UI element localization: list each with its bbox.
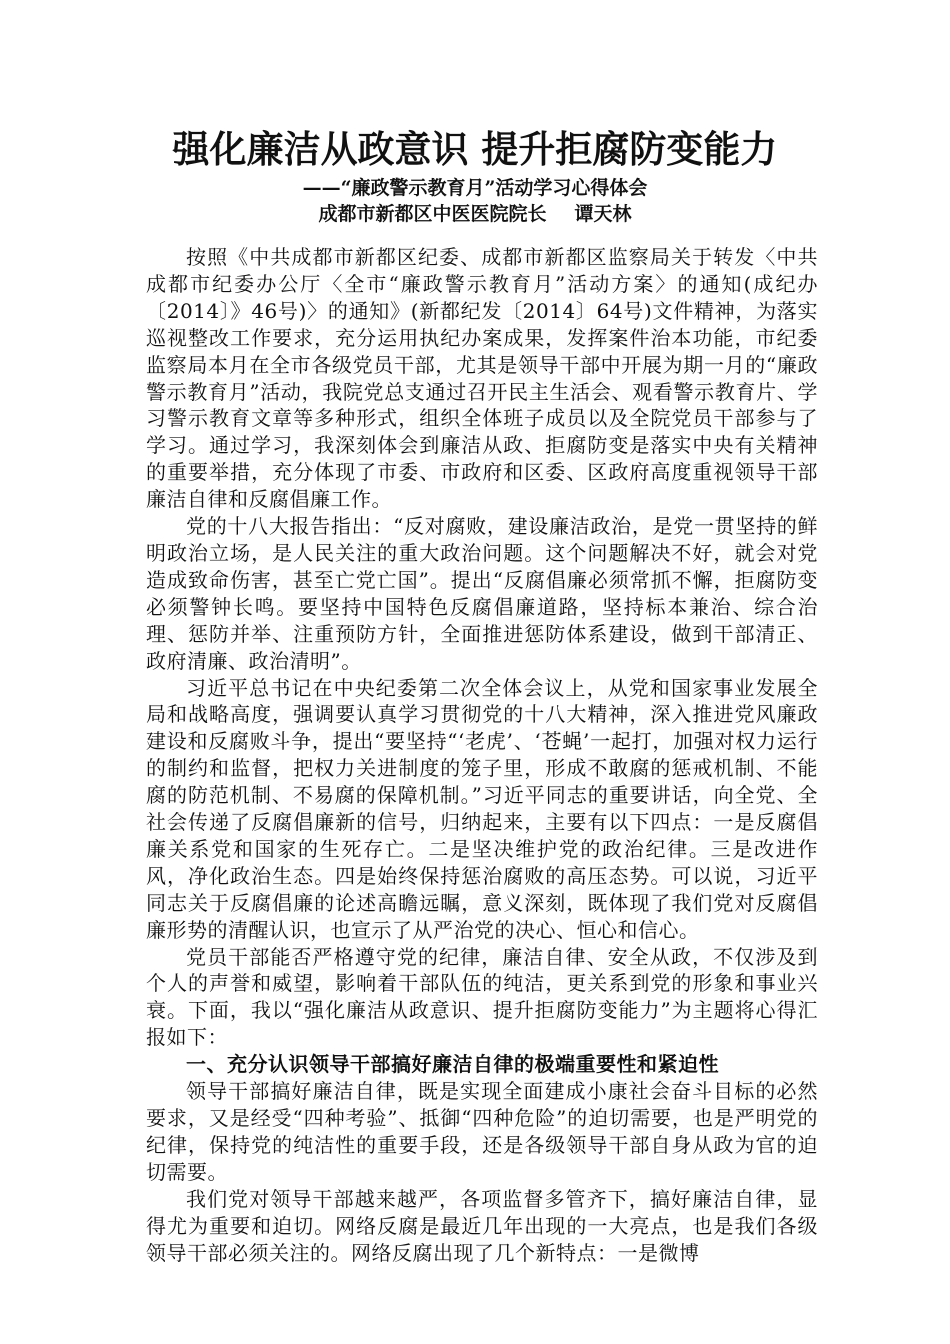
document-subtitle: ——“廉政警示教育月”活动学习心得体会 bbox=[302, 177, 648, 199]
paragraph-party-report: 党的十八大报告指出：“反对腐败，建设廉洁政治，是党一贯坚持的鲜明政治立场，是人民关注的重大政治问题。这个问题解决不好，就会对党造成致命伤害，甚至亡党亡国”。提出“反腐倡廉必须常抓不懈，拒腐防变必须警钟长鸣。要坚持中国特色反腐倡廉道路，坚持标本兼治、综合治理、惩防并举、注重预防方针，全面推进惩防体系建设，做到干部清正、政府清廉、政治清明”。 bbox=[146, 514, 818, 673]
document-title: 强化廉洁从政意识 提升拒腐防变能力 bbox=[172, 127, 778, 171]
paragraph-xi-speech: 习近平总书记在中央纪委第二次全体会议上，从党和国家事业发展全局和战略高度，强调要认真学习贯彻党的十八大精神，深入推进党风廉政建设和反腐败斗争，提出“要坚持“‘老虎’、‘苍蝇’一起打，加强对权力运行的制约和监督，把权力关进制度的笼子里，形成不敢腐的惩戒机制、不能腐的防范机制、不易腐的保障机制。”习近平同志的重要讲话，向全党、全社会传递了反腐倡廉新的信号，归纳起来，主要有以下四点：一是反腐倡廉关系党和国家的生死存亡。二是坚决维护党的政治纪律。三是改进作风，净化政治生态。四是始终保持惩治腐败的高压态势。可以说，习近平同志关于反腐倡廉的论述高瞻远瞩，意义深刻，既体现了我们党对反腐倡廉形势的清醒认识，也宣示了从严治党的决心、恒心和信心。 bbox=[146, 675, 818, 942]
author-name: 谭天林 bbox=[574, 203, 632, 225]
paragraph-online-anticorruption: 我们党对领导干部越来越严，各项监督多管齐下，搞好廉洁自律，显得尤为重要和迫切。网络反腐是最近几年出现的一大亮点，也是我们各级领导干部必须关注的。网络反腐出现了几个新特点：一是微博 bbox=[146, 1186, 818, 1265]
paragraph-self-discipline: 领导干部搞好廉洁自律，既是实现全面建成小康社会奋斗目标的必然要求，又是经受“四种考验”、抵御“四种危险”的迫切需要，也是严明党的纪律，保持党的纯洁性的重要手段，还是各级领导干部自身从政为官的迫切需要。 bbox=[146, 1079, 818, 1184]
paragraph-discipline: 党员干部能否严格遵守党的纪律，廉洁自律、安全从政，不仅涉及到个人的声誉和威望，影响着干部队伍的纯洁，更关系到党的形象和事业兴衰。下面，我以“强化廉洁从政意识、提升拒腐防变能力”为主题将心得汇报如下： bbox=[146, 944, 818, 1050]
section-heading-1: 一、充分认识领导干部搞好廉洁自律的极端重要性和紧迫性 bbox=[186, 1052, 719, 1077]
author-unit: 成都市新都区中医医院院长 bbox=[318, 203, 547, 225]
document-body bbox=[146, 244, 818, 1266]
paragraph-intro: 按照《中共成都市新都区纪委、成都市新都区监察局关于转发〈中共成都市纪委办公厅〈全市“廉政警示教育月”活动方案〉的通知(成纪办〔2014〕》46号)〉的通知》(新都纪发〔2014〕64号)文件精神，为落实巡视整改工作要求，充分运用执纪办案成果，发挥案件治本功能，市纪委监察局本月在全市各级党员干部，尤其是领导干部中开展为期一月的“廉政警示教育月”活动，我院党总支通过召开民主生活会、观看警示教育片、学习警示教育文章等多种形式，组织全体班子成员以及全院党员干部参与了学习。通过学习，我深刻体会到廉洁从政、拒腐防变是落实中央有关精神的重要举措，充分体现了市委、市政府和区委、区政府高度重视领导干部廉洁自律和反腐倡廉工作。 bbox=[146, 245, 818, 512]
author-line bbox=[60, 201, 890, 228]
